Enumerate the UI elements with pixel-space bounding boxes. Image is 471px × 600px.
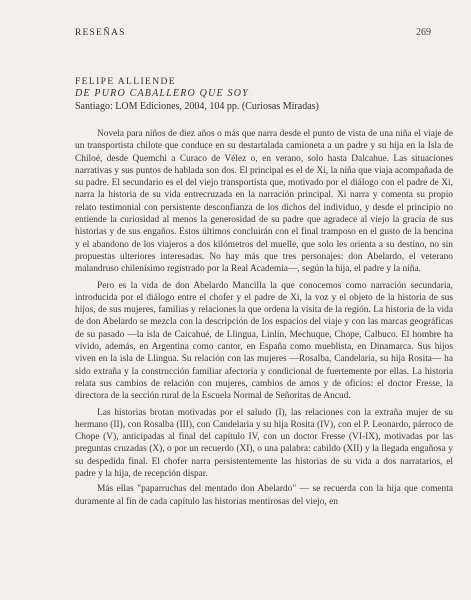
publication-info: Santiago: LOM Ediciones, 2004, 104 pp. (Curiosas Miradas) <box>75 101 319 112</box>
running-header-section: RESEÑAS <box>75 28 126 38</box>
paragraph: Las historias brotan motivadas por el saludo (I), las relaciones con la extraña mujer de su hermano (II), con Rosalba (III), con Candelaria y su hija Rosita (IV), con el P. Leonardo, párroco de Chope (V), anticipadas al final del capítulo IV, con un doctor Fresse (VI-IX), motivadas por las preguntas cruzadas (X), o por un recuerdo (XI), o una palabra: cabildo (XII) y la llegada engañosa y su despedida final. El chofer narra persistentemente las historias de su vida a dos narratarios, el padre y la hija, de recepción dispar. <box>75 407 453 480</box>
paragraph: Pero es la vida de don Abelardo Mancilla la que conocemos como narración secundaria, introducida por el diálogo entre el chofer y el padre de Xi, la voz y el objeto de la historia de sus hijos, de sus mujeres, familias y relaciones la que ordena la visita de la región. La historia de la vida de don Abelardo se mezcla con la descripción de los espacios del viaje y con las marcas geográficas de su pasado —la isla de Caicahué, de Llingua, Linlín, Mechuque, Chope, Calbuco. El hombre ha vivido, además, en Argentina como cantor, en España como mueblista, en Dinamarca. Sus hijos viven en la isla de Llingua. Su relación con las mujeres —Rosalba, Candelaria, su hija Rosita— ha sido extraña y la construcción familiar afectoria y condicional de fuertemente por ellas. La historia relata sus cambios de relación con mujeres, cambios de amos y de oficios: el doctor Fresse, la directora de la sección rural de la Escuela Normal de Señoritas de Ancud. <box>75 280 453 402</box>
paragraph: Más ellas "paparruchas del mentado don Abelardo" — se recuerda con la hija que comenta duramente al fin de cada capítulo las historias mentirosas del viejo, en <box>75 484 453 507</box>
book-title: DE PURO CABALLERO QUE SOY <box>75 88 249 99</box>
page-number: 269 <box>416 27 431 38</box>
paragraph: Novela para niños de diez años o más que narra desde el punto de vista de una niña el viaje de un transportista chilote que conduce en su destartalada camioneta a un padre y su hija en la Isla de Chiloé, desde Quemchi a Curaco de Vélez o, en verano, solo hasta Dalcahue. Las situaciones narrativas y sus puntos de hablada son dos. El principal es el de Xi, la niña que viaja acompañada de su padre. El secundario es el del viejo transportista que, motivado por el diálogo con el padre de Xi, narra la historia de su vida entrecruzada en la narración principal. Xi narra y comenta su propio relato testimonial con persistente desconfianza de los dichos del individuo, y desde el principio no entiende la curiosidad al menos la generosidad de su padre que agradece al viejo la gracia de sus historias y de sus engaños. Estos últimos concluirán con el final tramposo en el gusto de la bencina y el abandono de los viajeros a dos kilómetros del muelle, que solo les orienta a su destino, no sin propuestas ulteriores interesadas. No hay más que tres personajes: don Abelardo, el veterano malandruso chilenísimo registrado por la Real Academia—, según la hija, el padre y la niña. <box>75 129 453 275</box>
book-author: FELIPE ALLIENDE <box>75 77 176 87</box>
bibliographic-entry <box>75 76 445 113</box>
review-body <box>75 128 453 512</box>
